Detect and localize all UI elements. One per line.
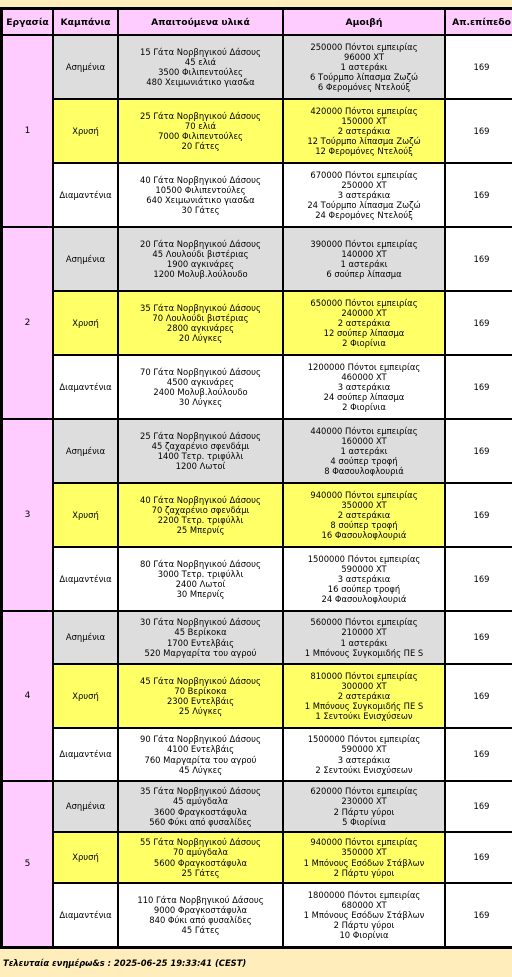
material-line: 2200 Τετρ. τριφύλλι <box>157 515 244 525</box>
reward-line: 350000 XT <box>341 499 387 510</box>
reward-line: 160000 XT <box>341 435 387 446</box>
reward-line: 350000 XT <box>341 847 387 858</box>
material-line: 70 Γάτα Νορβηγικού Δάσους <box>140 366 261 377</box>
material-line: 15 Γάτα Νορβηγικού Δάσους <box>140 46 261 57</box>
rewards <box>284 612 444 663</box>
rewards <box>284 782 444 831</box>
task-number: 1 <box>3 36 52 226</box>
table-row <box>3 100 512 162</box>
reward-line: 2 Πάρτυ γύροι <box>333 920 395 931</box>
material-line: 45 Λουλούδι βιστέριας <box>152 248 249 259</box>
required-materials <box>119 548 282 610</box>
table-row <box>3 884 512 946</box>
reward-line: 590000 XT <box>341 744 387 755</box>
required-materials <box>119 36 282 98</box>
table-row <box>3 782 512 831</box>
reward-line: 250000 XT <box>341 179 387 190</box>
material-line: 20 Γάτες <box>181 141 220 152</box>
material-line: 2400 Μολυβ.λούλουδο <box>153 387 248 397</box>
table-header-row <box>3 10 512 34</box>
material-line: 90 Γάτα Νορβηγικού Δάσους <box>140 734 261 745</box>
reward-line: 460000 XT <box>341 371 387 382</box>
reward-line: 1 Σεντούκι Ενισχύσεων <box>315 711 413 722</box>
material-line: 30 Λύγκες <box>178 397 223 408</box>
reward-line: 2 Πάρτυ γύροι <box>333 867 395 878</box>
reward-line: 1200000 Πόντοι εμπειρίας <box>307 361 421 372</box>
table-row <box>3 36 512 98</box>
reward-line: 680000 XT <box>341 899 387 910</box>
reward-line: 16 σούπερ τροφή <box>327 584 401 595</box>
reward-line: 8 σούπερ τροφή <box>330 520 398 531</box>
material-line: 20 Λύγκες <box>178 333 223 344</box>
reward-line: 240000 XT <box>341 307 387 318</box>
reward-line: 1 αστεράκι <box>340 259 388 269</box>
required-materials <box>119 782 282 831</box>
reward-line: 1 αστεράκι <box>340 61 388 72</box>
required-level: 169 <box>446 665 512 727</box>
material-line: 70 Βερίκοκα <box>174 685 227 696</box>
material-line: 30 Γάτα Νορβηγικού Δάσους <box>140 617 261 628</box>
header-reward: Αμοιβή <box>284 10 444 34</box>
material-line: 80 Γάτα Νορβηγικού Δάσους <box>140 558 261 569</box>
reward-line: 8 Φασουλοφλουριά <box>324 466 404 477</box>
rewards <box>284 292 444 354</box>
reward-line: 1 αστεράκι <box>340 637 388 648</box>
material-line: 40 Γάτα Νορβηγικού Δάσους <box>140 174 261 185</box>
table-row <box>3 833 512 882</box>
material-line: 1200 Μολυβ.λούλουδο <box>153 269 248 280</box>
required-level: 169 <box>446 833 512 882</box>
required-materials <box>119 100 282 162</box>
reward-line: 10 Φιορίνια <box>339 930 389 941</box>
reward-line: 300000 XT <box>341 680 387 691</box>
reward-line: 24 σούπερ λίπασμα <box>323 392 405 403</box>
reward-line: 1800000 Πόντοι εμπειρίας <box>307 889 421 900</box>
required-level: 169 <box>446 292 512 354</box>
material-line: 2300 Εντελβάις <box>166 696 235 706</box>
required-materials <box>119 420 282 482</box>
reward-line: 440000 Πόντοι εμπειρίας <box>310 425 418 436</box>
material-line: 45 Γάτα Νορβηγικού Δάσους <box>140 675 261 686</box>
required-level: 169 <box>446 884 512 946</box>
material-line: 70 αμύγδαλα <box>172 847 229 858</box>
required-materials <box>119 729 282 780</box>
table-row <box>3 228 512 290</box>
material-line: 70 ελιά <box>184 120 217 131</box>
reward-line: 3 αστεράκια <box>337 573 391 584</box>
material-line: 30 Μπερνίς <box>176 589 225 600</box>
reward-line: 2 αστεράκια <box>337 690 391 701</box>
campaign-name: Χρυσή <box>54 484 117 546</box>
reward-line: 2 αστεράκια <box>337 125 391 136</box>
required-level: 169 <box>446 420 512 482</box>
material-line: 10500 Φιλιπεντούλες <box>155 184 246 195</box>
campaign-name: Διαμαντένια <box>54 548 117 610</box>
material-line: 520 Μαργαρίτα του αγρού <box>144 647 257 658</box>
material-line: 4500 αγκινάρες <box>166 376 235 387</box>
material-line: 3600 Φραγκοστάφυλα <box>153 806 248 817</box>
material-line: 1400 Τετρ. τριφύλλι <box>157 451 244 461</box>
reward-line: 6 σούπερ λίπασμα <box>326 269 402 280</box>
campaign-name: Ασημένια <box>54 612 117 663</box>
material-line: 1900 αγκινάρες <box>166 259 235 269</box>
reward-line: 2 Πάρτυ γύροι <box>333 806 395 817</box>
required-materials <box>119 164 282 226</box>
reward-line: 230000 XT <box>341 796 387 807</box>
required-materials <box>119 612 282 663</box>
campaign-name: Ασημένια <box>54 420 117 482</box>
rewards <box>284 228 444 290</box>
reward-line: 12 Φερομόνες Ντελούξ <box>315 146 413 157</box>
campaign-name: Χρυσή <box>54 665 117 727</box>
material-line: 45 αμύγδαλα <box>172 796 229 807</box>
rewards <box>284 164 444 226</box>
task-number: 5 <box>3 782 52 946</box>
reward-line: 250000 Πόντοι εμπειρίας <box>310 41 418 52</box>
table-row <box>3 665 512 727</box>
reward-line: 210000 XT <box>341 627 387 638</box>
material-line: 30 Γάτες <box>181 205 220 216</box>
required-level: 169 <box>446 164 512 226</box>
required-level: 169 <box>446 612 512 663</box>
material-line: 840 Φύκι από φυσαλίδες <box>149 915 252 925</box>
reward-line: 560000 Πόντοι εμπειρίας <box>310 617 418 628</box>
rewards <box>284 100 444 162</box>
required-materials <box>119 833 282 882</box>
reward-line: 5 Φιορίνια <box>342 816 386 827</box>
task-number: 2 <box>3 228 52 418</box>
required-materials <box>119 292 282 354</box>
table-row <box>3 612 512 663</box>
task-number: 3 <box>3 420 52 610</box>
table-row <box>3 420 512 482</box>
campaign-name: Διαμαντένια <box>54 884 117 946</box>
campaign-name: Χρυσή <box>54 292 117 354</box>
reward-line: 420000 Πόντοι εμπειρίας <box>310 105 418 116</box>
campaign-name: Ασημένια <box>54 782 117 831</box>
table-row <box>3 356 512 418</box>
rewards <box>284 356 444 418</box>
reward-line: 4 σούπερ τροφή <box>330 456 398 467</box>
table-row <box>3 292 512 354</box>
required-materials <box>119 665 282 727</box>
header-task: Εργασία <box>3 10 52 34</box>
required-level: 169 <box>446 36 512 98</box>
required-level: 169 <box>446 484 512 546</box>
reward-line: 140000 XT <box>341 248 387 259</box>
table-row <box>3 484 512 546</box>
material-line: 3000 Τετρ. τριφύλλι <box>157 568 244 579</box>
reward-line: 1500000 Πόντοι εμπειρίας <box>307 553 421 564</box>
reward-line: 24 Φασουλοφλουριά <box>321 594 407 605</box>
reward-line: 24 Τούρμπο λίπασμα Ζωζώ <box>307 200 421 211</box>
required-materials <box>119 484 282 546</box>
material-line: 70 ζαχαρένιο σφενδάμι <box>151 504 250 515</box>
rewards <box>284 548 444 610</box>
reward-line: 150000 XT <box>341 115 387 126</box>
material-line: 4100 Εντελβάις <box>166 744 235 755</box>
material-line: 1700 Εντελβάις <box>166 637 235 648</box>
material-line: 760 Μαργαρίτα του αγρού <box>144 754 257 765</box>
material-line: 2800 αγκινάρες <box>166 323 235 333</box>
reward-line: 24 Φερομόνες Ντελούξ <box>315 210 413 221</box>
required-level: 169 <box>446 782 512 831</box>
material-line: 25 Λύγκες <box>178 706 223 717</box>
material-line: 45 Γάτες <box>181 925 220 936</box>
material-line: 1200 Λωτοί <box>175 461 226 472</box>
header-materials: Απαιτούμενα υλικά <box>119 10 282 34</box>
reward-line: 650000 Πόντοι εμπειρίας <box>310 297 418 308</box>
reward-line: 1 Μπόνους Εσόδων Στάβλων <box>303 857 425 868</box>
required-materials <box>119 228 282 290</box>
reward-line: 810000 Πόντοι εμπειρίας <box>310 670 418 681</box>
campaign-name: Διαμαντένια <box>54 164 117 226</box>
reward-line: 940000 Πόντοι εμπειρίας <box>310 489 418 500</box>
required-level: 169 <box>446 729 512 780</box>
campaign-name: Χρυσή <box>54 100 117 162</box>
reward-line: 3 αστεράκια <box>337 189 391 200</box>
last-updated-text: Τελευταία ενημέρω&s : 2025-06-25 19:33:41 (CEST) <box>3 958 247 968</box>
reward-line: 590000 XT <box>341 563 387 574</box>
reward-line: 2 Φιορίνια <box>342 338 386 349</box>
material-line: 55 Γάτα Νορβηγικού Δάσους <box>140 837 261 848</box>
reward-line: 620000 Πόντοι εμπειρίας <box>310 786 418 797</box>
task-number: 4 <box>3 612 52 780</box>
campaign-name: Ασημένια <box>54 228 117 290</box>
reward-line: 390000 Πόντοι εμπειρίας <box>310 238 418 249</box>
reward-line: 96000 XT <box>343 51 384 62</box>
reward-line: 12 Τούρμπο λίπασμα Ζωζώ <box>307 136 421 147</box>
reward-line: 1500000 Πόντοι εμπειρίας <box>307 734 421 745</box>
material-line: 3500 Φιλιπεντούλες <box>158 67 243 77</box>
rewards <box>284 729 444 780</box>
material-line: 45 Λύγκες <box>178 764 223 775</box>
reward-line: 6 Τούρμπο λίπασμα Ζωζώ <box>309 72 419 83</box>
required-materials <box>119 356 282 418</box>
reward-line: 3 αστεράκια <box>337 754 391 765</box>
table-row <box>3 164 512 226</box>
reward-line: 16 Φασουλοφλουριά <box>321 530 407 541</box>
material-line: 9000 Φραγκοστάφυλα <box>153 904 248 915</box>
rewards <box>284 884 444 946</box>
reward-line: 3 αστεράκια <box>337 381 391 392</box>
campaign-name: Ασημένια <box>54 36 117 98</box>
material-line: 7000 Φιλιπεντούλες <box>158 131 243 141</box>
material-line: 25 Μπερνίς <box>176 525 225 536</box>
campaign-name: Χρυσή <box>54 833 117 882</box>
required-level: 169 <box>446 548 512 610</box>
required-level: 169 <box>446 100 512 162</box>
campaign-name: Διαμαντένια <box>54 356 117 418</box>
rewards <box>284 484 444 546</box>
campaign-name: Διαμαντένια <box>54 729 117 780</box>
reward-line: 2 αστεράκια <box>337 317 391 328</box>
material-line: 480 Χειμωνιάτικο γιασ&α <box>146 77 255 88</box>
material-line: 35 Γάτα Νορβηγικού Δάσους <box>140 786 261 797</box>
material-line: 560 Φύκι από φυσαλίδες <box>149 816 252 827</box>
campaign-rewards-table <box>0 7 512 949</box>
material-line: 20 Γάτα Νορβηγικού Δάσους <box>140 238 261 249</box>
reward-line: 1 Μπόνους Συγκομιδής ΠΕ S <box>304 647 424 658</box>
reward-line: 1 αστεράκι <box>340 445 388 456</box>
material-line: 5600 Φραγκοστάφυλα <box>153 857 248 868</box>
required-level: 169 <box>446 228 512 290</box>
reward-line: 2 Φιορίνια <box>342 402 386 413</box>
material-line: 70 Λουλούδι βιστέριας <box>152 312 249 323</box>
reward-line: 12 σούπερ λίπασμα <box>323 328 405 339</box>
reward-line: 1 Μπόνους Εσόδων Στάβλων <box>303 909 425 920</box>
material-line: 640 Χειμωνιάτικο γιασ&α <box>146 195 255 205</box>
reward-line: 6 Φερομόνες Ντελούξ <box>317 82 411 93</box>
reward-line: 670000 Πόντοι εμπειρίας <box>310 169 418 180</box>
reward-line: 1 Μπόνους Συγκομιδής ΠΕ S <box>304 701 424 712</box>
header-level: Απ.επίπεδο <box>446 10 512 34</box>
reward-line: 2 Σεντούκι Ενισχύσεων <box>315 764 413 775</box>
material-line: 45 ζαχαρένιο σφενδάμι <box>151 440 250 451</box>
material-line: 45 Βερίκοκα <box>174 627 227 638</box>
material-line: 25 Γάτες <box>181 867 220 878</box>
table-row <box>3 729 512 780</box>
required-level: 169 <box>446 356 512 418</box>
material-line: 45 ελιά <box>184 56 217 67</box>
material-line: 25 Γάτα Νορβηγικού Δάσους <box>140 110 261 121</box>
rewards <box>284 36 444 98</box>
rewards <box>284 665 444 727</box>
rewards <box>284 420 444 482</box>
material-line: 2400 Λωτοί <box>175 579 226 589</box>
reward-line: 940000 Πόντοι εμπειρίας <box>310 837 418 848</box>
material-line: 40 Γάτα Νορβηγικού Δάσους <box>140 494 261 505</box>
rewards <box>284 833 444 882</box>
table-row <box>3 548 512 610</box>
required-materials <box>119 884 282 946</box>
reward-line: 2 αστεράκια <box>337 509 391 520</box>
material-line: 110 Γάτα Νορβηγικού Δάσους <box>137 894 264 905</box>
table-body <box>3 36 512 946</box>
header-campaign: Καμπάνια <box>54 10 117 34</box>
material-line: 35 Γάτα Νορβηγικού Δάσους <box>140 302 261 313</box>
material-line: 25 Γάτα Νορβηγικού Δάσους <box>140 430 261 441</box>
